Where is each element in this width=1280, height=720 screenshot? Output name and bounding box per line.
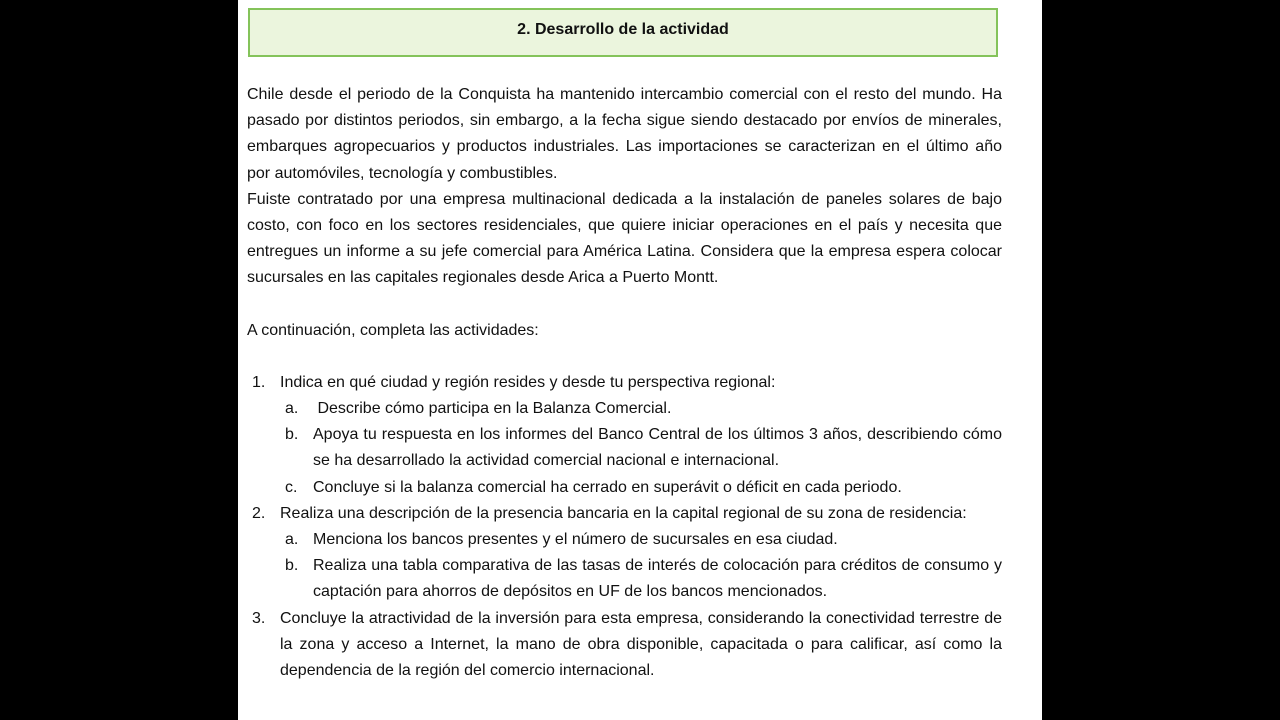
subtask-1a	[247, 396, 1002, 422]
subtask-2a	[247, 527, 1002, 553]
task-number: 1.	[252, 373, 266, 391]
subtask-1c	[247, 475, 1002, 501]
subtask-letter: b.	[285, 426, 299, 444]
subtask-text: Apoya tu respuesta en los informes del Banco Central de los últimos 3 años, describiendo cómo se ha desarrollado la actividad comercial nacional e internacional.	[313, 426, 1002, 470]
intro-paragraph-2: Fuiste contratado por una empresa multinacional dedicada a la instalación de paneles solares de bajo costo, con foco en los sectores residenciales, que quiere iniciar operaciones en el país y necesita que entregues un informe a su jefe comercial para América Latina. Considera que la empresa espera colocar sucursales en las capitales regionales desde Arica a Puerto Montt.	[247, 190, 1002, 287]
subtask-2b	[247, 553, 1002, 605]
task-text: Indica en qué ciudad y región resides y desde tu perspectiva regional:	[280, 373, 776, 391]
task-list	[247, 370, 1002, 684]
intro-paragraph-1: Chile desde el periodo de la Conquista ha mantenido intercambio comercial con el resto del mundo. Ha pasado por distintos periodos, sin embargo, a la fecha sigue siendo destacado por envíos de minerales, embarques agropecuarios y productos industriales. Las importaciones se caracterizan en el último año por automóviles, tecnología y combustibles.	[247, 86, 1002, 182]
task-text: Concluye la atractividad de la inversión para esta empresa, considerando la conectividad terrestre de la zona y acceso a Internet, la mano de obra disponible, capacitada o para calificar, así como la dependencia de la región del comercio internacional.	[280, 609, 1002, 680]
task-item-1	[247, 370, 1002, 396]
subtask-letter: a.	[285, 531, 299, 549]
paragraph-gap	[247, 344, 1002, 370]
task-item-2	[247, 501, 1002, 527]
task-text: Realiza una descripción de la presencia bancaria en la capital regional de su zona de residencia:	[280, 504, 967, 522]
subtask-text: Describe cómo participa en la Balanza Comercial.	[313, 400, 672, 418]
document-page	[238, 0, 1042, 720]
subtask-letter: b.	[285, 557, 299, 575]
subtask-text: Realiza una tabla comparativa de las tasas de interés de colocación para créditos de consumo y captación para ahorros de depósitos en UF de los bancos mencionados.	[313, 557, 1002, 601]
instructions-lead: A continuación, completa las actividades:	[247, 321, 539, 339]
subtask-1b	[247, 422, 1002, 474]
task-number: 3.	[252, 609, 266, 627]
subtask-letter: a.	[285, 400, 299, 418]
subtask-letter: c.	[285, 478, 298, 496]
task-item-3	[247, 606, 1002, 685]
section-title: 2. Desarrollo de la actividad	[517, 21, 729, 38]
document-body	[247, 82, 1002, 684]
section-heading	[248, 8, 998, 57]
subtask-text: Menciona los bancos presentes y el número de sucursales en esa ciudad.	[313, 531, 838, 549]
subtask-text: Concluye si la balanza comercial ha cerrado en superávit o déficit en cada periodo.	[313, 478, 902, 496]
task-number: 2.	[252, 504, 266, 522]
paragraph-gap	[247, 292, 1002, 318]
